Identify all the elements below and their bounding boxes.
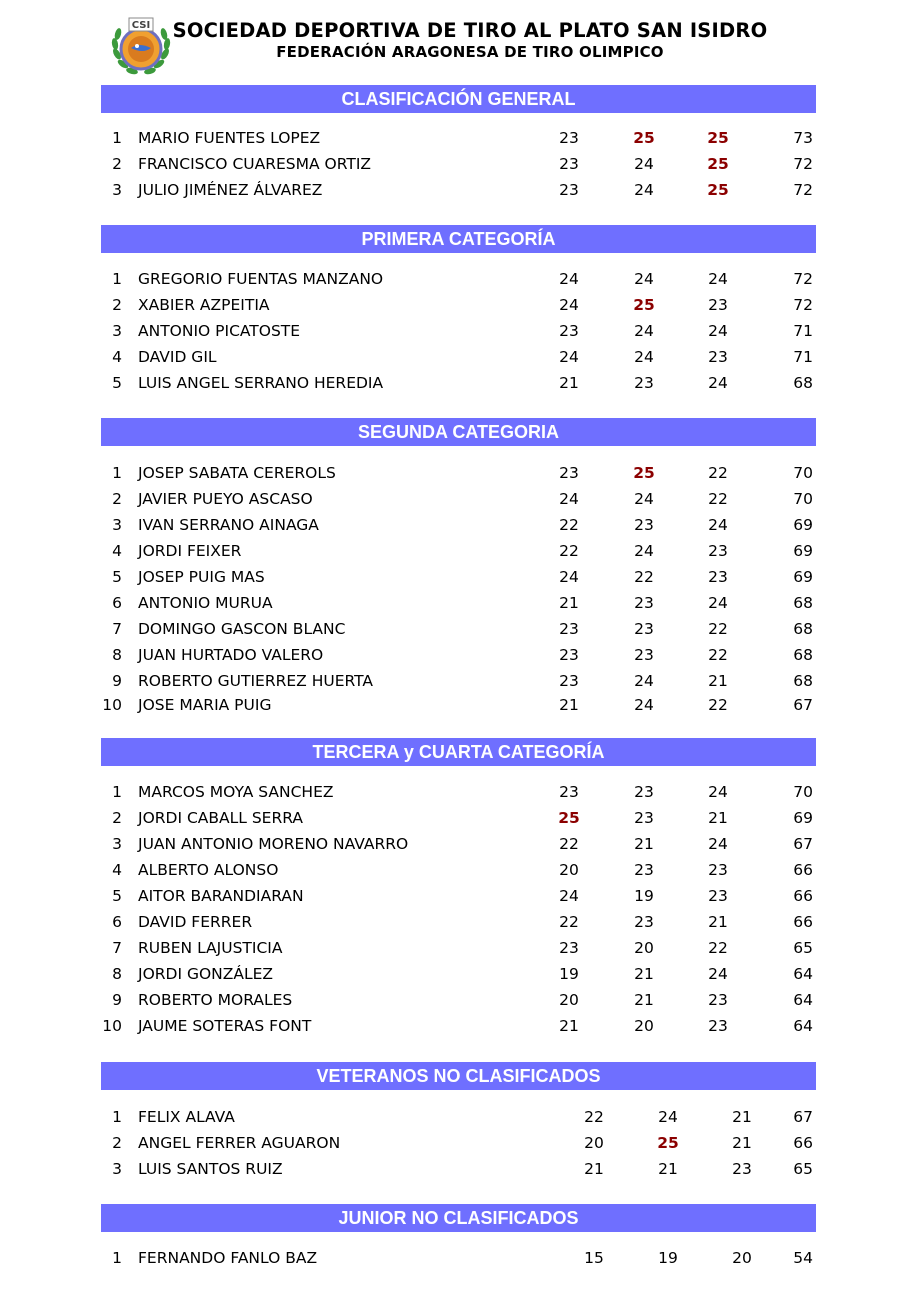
position: 10: [102, 696, 122, 714]
score-2: 23: [634, 646, 654, 664]
total-score: 66: [793, 861, 813, 879]
table-row: [0, 512, 917, 538]
score-2: 25: [633, 296, 655, 314]
score-2: 21: [634, 835, 654, 853]
score-1: 23: [559, 783, 579, 801]
score-3: 24: [708, 783, 728, 801]
shooter-name: ANTONIO PICATOSTE: [138, 322, 301, 340]
score-1: 20: [559, 991, 579, 1009]
score-1: 20: [584, 1134, 604, 1152]
total-score: 70: [793, 464, 813, 482]
total-score: 68: [793, 620, 813, 638]
total-score: 68: [793, 646, 813, 664]
score-3: 23: [732, 1160, 752, 1178]
shooter-name: JORDI GONZÁLEZ: [138, 965, 274, 983]
score-2: 21: [634, 965, 654, 983]
position: 5: [112, 374, 122, 392]
score-2: 24: [634, 672, 654, 690]
score-2: 24: [634, 348, 654, 366]
score-2: 23: [634, 783, 654, 801]
score-1: 23: [559, 939, 579, 957]
position: 3: [112, 516, 122, 534]
score-3: 24: [708, 322, 728, 340]
score-2: 23: [634, 374, 654, 392]
score-1: 24: [559, 568, 579, 586]
shooter-name: FERNANDO FANLO BAZ: [138, 1249, 318, 1267]
score-3: 24: [708, 374, 728, 392]
section-header-tercera-cuarta: TERCERA y CUARTA CATEGORÍA: [101, 738, 816, 766]
position: 3: [112, 322, 122, 340]
shooter-name: AITOR BARANDIARAN: [138, 887, 304, 905]
position: 1: [112, 464, 122, 482]
total-score: 69: [793, 516, 813, 534]
section-header-general: CLASIFICACIÓN GENERAL: [101, 85, 816, 113]
score-1: 24: [559, 887, 579, 905]
score-3: 21: [708, 809, 728, 827]
total-score: 65: [793, 1160, 813, 1178]
score-2: 21: [658, 1160, 678, 1178]
position: 8: [112, 965, 122, 983]
position: 4: [112, 348, 122, 366]
score-1: 22: [559, 516, 579, 534]
score-3: 25: [707, 129, 729, 147]
section-header-primera: PRIMERA CATEGORÍA: [101, 225, 816, 253]
score-2: 23: [634, 809, 654, 827]
table-row: [0, 857, 917, 883]
total-score: 67: [793, 835, 813, 853]
score-1: 24: [559, 490, 579, 508]
score-2: 24: [634, 322, 654, 340]
shooter-name: ROBERTO GUTIERREZ HUERTA: [138, 672, 374, 690]
score-1: 23: [559, 464, 579, 482]
score-1: 21: [559, 696, 579, 714]
score-3: 22: [708, 490, 728, 508]
shooter-name: IVAN SERRANO AINAGA: [138, 516, 319, 534]
score-1: 24: [559, 348, 579, 366]
shooter-name: JAVIER PUEYO ASCASO: [138, 490, 313, 508]
position: 5: [112, 887, 122, 905]
table-row: [0, 590, 917, 616]
position: 3: [112, 835, 122, 853]
total-score: 71: [793, 322, 813, 340]
shooter-name: FRANCISCO CUARESMA ORTIZ: [138, 155, 372, 173]
position: 7: [112, 939, 122, 957]
score-1: 22: [559, 835, 579, 853]
score-2: 23: [634, 861, 654, 879]
shooter-name: FELIX ALAVA: [138, 1108, 235, 1126]
federation-subtitle: FEDERACIÓN ARAGONESA DE TIRO OLIMPICO: [276, 43, 664, 61]
score-2: 19: [634, 887, 654, 905]
total-score: 68: [793, 374, 813, 392]
position: 3: [112, 1160, 122, 1178]
shooter-name: JORDI CABALL SERRA: [138, 809, 303, 827]
table-row: [0, 1104, 917, 1130]
position: 6: [112, 913, 122, 931]
total-score: 65: [793, 939, 813, 957]
score-3: 23: [708, 1017, 728, 1035]
table-row: [0, 292, 917, 318]
position: 9: [112, 672, 122, 690]
total-score: 64: [793, 1017, 813, 1035]
score-3: 22: [708, 646, 728, 664]
table-row: [0, 1245, 917, 1271]
table-row: [0, 668, 917, 694]
score-1: 25: [558, 809, 580, 827]
table-row: [0, 616, 917, 642]
score-2: 25: [633, 464, 655, 482]
position: 2: [112, 155, 122, 173]
shooter-name: DAVID GIL: [138, 348, 217, 366]
score-1: 22: [559, 542, 579, 560]
table-row: [0, 909, 917, 935]
score-3: 24: [708, 835, 728, 853]
score-2: 19: [658, 1249, 678, 1267]
score-3: 22: [708, 939, 728, 957]
table-row: [0, 177, 917, 203]
total-score: 66: [793, 887, 813, 905]
shooter-name: XABIER AZPEITIA: [138, 296, 270, 314]
shooter-name: JOSE MARIA PUIG: [138, 696, 272, 714]
score-1: 20: [559, 861, 579, 879]
total-score: 64: [793, 991, 813, 1009]
table-row: [0, 125, 917, 151]
section-header-segunda: SEGUNDA CATEGORIA: [101, 418, 816, 446]
score-1: 22: [584, 1108, 604, 1126]
position: 3: [112, 181, 122, 199]
position: 10: [102, 1017, 122, 1035]
section-header-junior: JUNIOR NO CLASIFICADOS: [101, 1204, 816, 1232]
table-row: [0, 370, 917, 396]
score-2: 23: [634, 620, 654, 638]
score-2: 23: [634, 913, 654, 931]
total-score: 71: [793, 348, 813, 366]
total-score: 68: [793, 594, 813, 612]
position: 2: [112, 809, 122, 827]
score-2: 24: [634, 490, 654, 508]
total-score: 70: [793, 490, 813, 508]
score-2: 24: [634, 270, 654, 288]
table-row: [0, 1156, 917, 1182]
shooter-name: DOMINGO GASCON BLANC: [138, 620, 346, 638]
score-2: 24: [658, 1108, 678, 1126]
position: 1: [112, 270, 122, 288]
score-1: 23: [559, 322, 579, 340]
total-score: 72: [793, 155, 813, 173]
shooter-name: RUBEN LAJUSTICIA: [138, 939, 283, 957]
table-row: [0, 987, 917, 1013]
club-crest-icon: [109, 14, 173, 78]
score-3: 21: [708, 672, 728, 690]
shooter-name: JORDI FEIXER: [138, 542, 242, 560]
score-3: 22: [708, 696, 728, 714]
table-row: [0, 961, 917, 987]
total-score: 69: [793, 809, 813, 827]
position: 6: [112, 594, 122, 612]
total-score: 73: [793, 129, 813, 147]
score-3: 24: [708, 965, 728, 983]
score-3: 23: [708, 296, 728, 314]
table-row: [0, 460, 917, 486]
score-3: 23: [708, 991, 728, 1009]
score-1: 21: [559, 1017, 579, 1035]
shooter-name: DAVID FERRER: [138, 913, 253, 931]
table-row: [0, 805, 917, 831]
score-2: 23: [634, 516, 654, 534]
total-score: 72: [793, 181, 813, 199]
score-3: 23: [708, 887, 728, 905]
shooter-name: JUAN HURTADO VALERO: [138, 646, 324, 664]
shooter-name: LUIS ANGEL SERRANO HEREDIA: [138, 374, 384, 392]
table-row: [0, 883, 917, 909]
crest-lettering: CSI: [131, 20, 151, 31]
position: 7: [112, 620, 122, 638]
score-2: 23: [634, 594, 654, 612]
score-1: 21: [584, 1160, 604, 1178]
shooter-name: LUIS SANTOS RUIZ: [138, 1160, 283, 1178]
score-2: 25: [657, 1134, 679, 1152]
position: 8: [112, 646, 122, 664]
score-2: 20: [634, 939, 654, 957]
position: 2: [112, 490, 122, 508]
table-row: [0, 779, 917, 805]
total-score: 66: [793, 913, 813, 931]
score-2: 24: [634, 181, 654, 199]
score-3: 23: [708, 542, 728, 560]
score-1: 23: [559, 672, 579, 690]
score-2: 20: [634, 1017, 654, 1035]
score-1: 15: [584, 1249, 604, 1267]
table-row: [0, 1013, 917, 1039]
position: 4: [112, 542, 122, 560]
table-row: [0, 538, 917, 564]
shooter-name: ANGEL FERRER AGUARON: [138, 1134, 341, 1152]
score-1: 23: [559, 129, 579, 147]
shooter-name: GREGORIO FUENTAS MANZANO: [138, 270, 384, 288]
score-1: 23: [559, 181, 579, 199]
shooter-name: JUAN ANTONIO MORENO NAVARRO: [138, 835, 409, 853]
score-3: 24: [708, 270, 728, 288]
total-score: 72: [793, 270, 813, 288]
score-1: 24: [559, 296, 579, 314]
total-score: 70: [793, 783, 813, 801]
total-score: 69: [793, 542, 813, 560]
score-3: 22: [708, 464, 728, 482]
score-3: 21: [732, 1134, 752, 1152]
score-3: 25: [707, 181, 729, 199]
shooter-name: MARIO FUENTES LOPEZ: [138, 129, 321, 147]
score-1: 21: [559, 594, 579, 612]
shooter-name: ROBERTO MORALES: [138, 991, 293, 1009]
table-row: [0, 831, 917, 857]
score-3: 23: [708, 861, 728, 879]
score-1: 23: [559, 155, 579, 173]
score-2: 25: [633, 129, 655, 147]
position: 4: [112, 861, 122, 879]
score-3: 23: [708, 348, 728, 366]
shooter-name: JULIO JIMÉNEZ ÁLVAREZ: [138, 181, 323, 199]
score-2: 22: [634, 568, 654, 586]
total-score: 64: [793, 965, 813, 983]
score-2: 24: [634, 542, 654, 560]
score-3: 21: [708, 913, 728, 931]
position: 2: [112, 1134, 122, 1152]
score-1: 22: [559, 913, 579, 931]
score-1: 19: [559, 965, 579, 983]
total-score: 69: [793, 568, 813, 586]
total-score: 54: [793, 1249, 813, 1267]
position: 9: [112, 991, 122, 1009]
score-1: 23: [559, 620, 579, 638]
table-row: [0, 1130, 917, 1156]
total-score: 72: [793, 296, 813, 314]
shooter-name: ANTONIO MURUA: [138, 594, 273, 612]
club-name-title: SOCIEDAD DEPORTIVA DE TIRO AL PLATO SAN ISIDRO: [172, 19, 768, 42]
score-3: 20: [732, 1249, 752, 1267]
position: 2: [112, 296, 122, 314]
score-2: 21: [634, 991, 654, 1009]
score-3: 22: [708, 620, 728, 638]
shooter-name: ALBERTO ALONSO: [138, 861, 279, 879]
table-row: [0, 692, 917, 718]
table-row: [0, 486, 917, 512]
table-row: [0, 642, 917, 668]
table-row: [0, 151, 917, 177]
total-score: 67: [793, 696, 813, 714]
score-1: 21: [559, 374, 579, 392]
position: 1: [112, 783, 122, 801]
table-row: [0, 935, 917, 961]
table-row: [0, 344, 917, 370]
score-3: 24: [708, 594, 728, 612]
shooter-name: JOSEP PUIG MAS: [138, 568, 265, 586]
shooter-name: MARCOS MOYA SANCHEZ: [138, 783, 334, 801]
position: 1: [112, 129, 122, 147]
shooter-name: JOSEP SABATA CEREROLS: [138, 464, 336, 482]
score-3: 21: [732, 1108, 752, 1126]
position: 5: [112, 568, 122, 586]
section-header-veteranos: VETERANOS NO CLASIFICADOS: [101, 1062, 816, 1090]
total-score: 66: [793, 1134, 813, 1152]
total-score: 67: [793, 1108, 813, 1126]
score-3: 25: [707, 155, 729, 173]
table-row: [0, 564, 917, 590]
table-row: [0, 266, 917, 292]
score-1: 23: [559, 646, 579, 664]
shooter-name: JAUME SOTERAS FONT: [138, 1017, 312, 1035]
score-3: 24: [708, 516, 728, 534]
score-2: 24: [634, 696, 654, 714]
position: 1: [112, 1249, 122, 1267]
position: 1: [112, 1108, 122, 1126]
score-2: 24: [634, 155, 654, 173]
table-row: [0, 318, 917, 344]
score-3: 23: [708, 568, 728, 586]
total-score: 68: [793, 672, 813, 690]
score-1: 24: [559, 270, 579, 288]
